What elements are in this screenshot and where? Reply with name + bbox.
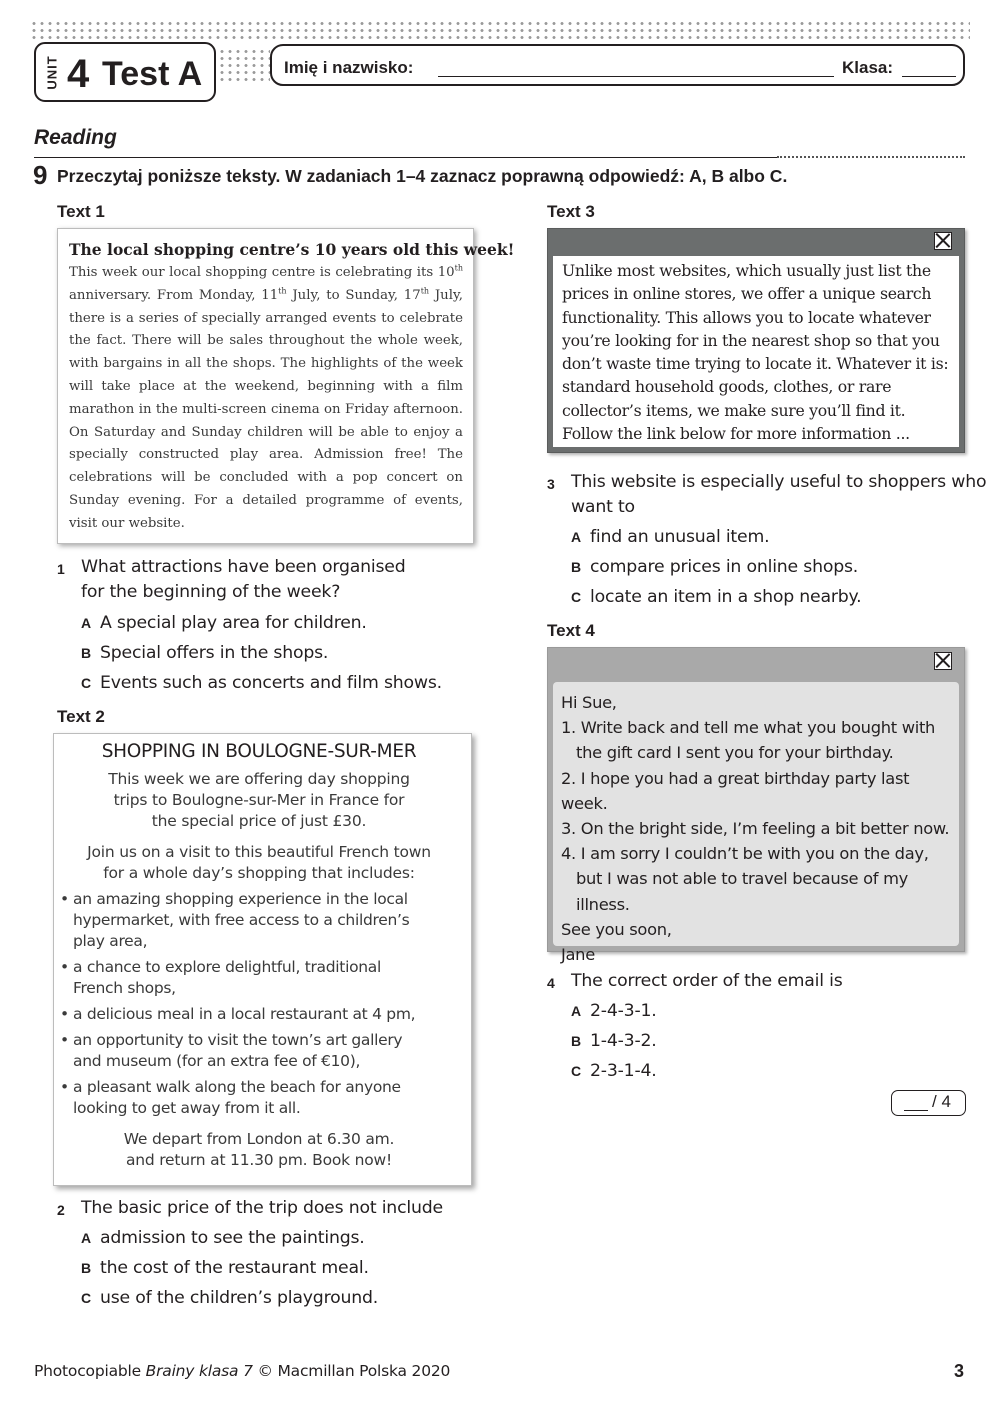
question-2 [57,1196,477,1311]
text4-body [553,682,959,965]
text2-join: Join us on a visit to this beautiful French town for a whole day’s shopping that includes: [87,843,431,882]
question-text: This website is especially useful to shoppers who [571,472,987,492]
score-box [891,1090,966,1116]
unit-number: 4 [67,52,90,96]
option-c[interactable]: C locate an item in a shop nearby. [571,587,862,607]
question-number: 1 [57,561,65,577]
option-c[interactable]: C Events such as concerts and film shows. [81,673,442,693]
class-label: Klasa: [842,58,894,77]
unit-label: UNIT [44,55,60,90]
text4-label: Text 4 [547,621,595,640]
unit-badge [34,42,216,102]
section-divider-dotted [777,156,965,158]
name-label: Imię i nazwisko: [284,58,414,77]
class-field[interactable] [902,76,956,77]
question-number: 2 [57,1202,65,1218]
question-text-cont: want to [571,497,635,517]
text3-window [547,228,965,453]
task-number: 9 [33,160,48,190]
email-signature: Jane [561,945,595,965]
text2-bullet-list [60,889,460,1124]
option-a[interactable]: A 2-4-3-1. [571,1001,657,1021]
email-line-1: 1. Write back and tell me what you bought with [561,718,936,738]
test-title: Test A [102,55,203,93]
student-info-box [270,44,965,86]
text1-box [57,228,515,544]
email-line-4-cont2: illness. [576,894,630,914]
section-title: Reading [34,126,117,149]
page-number: 3 [954,1361,965,1381]
list-item: • an amazing shopping experience in the local hypermarket, with free access to a children’s play area, [60,889,460,952]
question-text: The basic price of the trip does not include [81,1198,443,1218]
text3-body: Unlike most websites, which usually just list the prices in online stores, we offer a unique search functionality. This allows you to locate whatever you’re looking for in the nearest shop so that you don’t waste time trying to locate it. Whatever it is: standard household goods, clothes, or rare collector’s items, we make sure you’ll find it. Follow the link below for more information ... [553,256,959,447]
question-text-cont: for the beginning of the week? [81,582,341,602]
email-greeting: Hi Sue, [561,693,617,712]
question-number: 4 [547,975,555,991]
close-icon[interactable] [934,652,952,670]
close-icon[interactable] [934,232,952,250]
list-item: • a chance to explore delightful, traditional French shops, [60,957,460,999]
footer-copyright: Photocopiable Brainy klasa 7 © Macmillan Polska 2020 [34,1362,451,1380]
option-a[interactable]: A find an unusual item. [571,527,770,547]
text2-label: Text 2 [57,707,105,726]
question-text: The correct order of the email is [571,971,843,991]
question-4 [547,969,967,1084]
option-b[interactable]: B compare prices in online shops. [571,557,859,577]
text2-box [53,733,472,1186]
task-instruction: Przeczytaj poniższe teksty. W zadaniach 1–4 zaznacz poprawną odpowiedź: A, B albo C. [57,166,788,186]
question-number: 3 [547,476,555,492]
email-signoff: See you soon, [561,919,672,939]
text2-closing: We depart from London at 6.30 am. and return at 11.30 pm. Book now! [123,1130,395,1169]
text3-label: Text 3 [547,202,595,221]
option-b[interactable]: B 1-4-3-2. [571,1031,657,1051]
email-line-1-cont: the gift card I sent you for your birthday. [576,743,894,763]
option-c[interactable]: C 2-3-1-4. [571,1061,657,1081]
header-dot-pattern [30,20,970,42]
list-item: • an opportunity to visit the town’s art gallery and museum (for an extra fee of €10), [60,1030,460,1072]
name-field[interactable] [438,76,834,77]
text4-window [547,647,965,965]
section-divider [34,157,777,158]
score-total: / 4 [932,1092,951,1111]
text1-label: Text 1 [57,202,105,221]
score-field[interactable] [904,1110,928,1111]
email-line-4-cont: but I was not able to travel because of my [576,869,908,889]
question-text: What attractions have been organised [81,557,406,577]
email-line-4: 4. I am sorry I couldn’t be with you on the day, [561,844,929,864]
text2-intro: This week we are offering day shopping trips to Boulogne-sur-Mer in France for the special price of just £30. [108,770,410,830]
question-1 [57,555,477,695]
option-b[interactable]: B Special offers in the shops. [81,643,329,663]
header-dot-pattern-small [218,48,270,82]
email-line-2: 2. I hope you had a great birthday party last week. [561,768,910,813]
list-item: • a pleasant walk along the beach for anyone looking to get away from it all. [60,1077,460,1119]
text2-title: SHOPPING IN BOULOGNE-SUR-MER [101,741,417,762]
text1-body: This week our local shopping centre is celebrating its 10th anniversary. From Monday, 11th July, to Sunday, 17th July, there is a series of specially arranged events to celebrate the fact. There will be sales throughout the whole week, with bargains in all the shops. The highlights of the week will take place at the weekend, beginning with a film marathon in the multi-screen cinema on Friday afternoon. On Saturday and Sunday children will be able to enjoy a specially constructed play area. Admission free! The celebrations will be concluded with a pop concert on Sunday evening. For a detailed programme of events, visit our website. [69,263,463,531]
option-c[interactable]: C use of the children’s playground. [81,1288,379,1308]
email-line-3: 3. On the bright side, I’m feeling a bit better now. [561,819,950,839]
list-item: • a delicious meal in a local restaurant at 4 pm, [60,1004,460,1025]
question-3 [547,470,987,610]
text1-title: The local shopping centre’s 10 years old this week! [69,240,515,259]
option-a[interactable]: A A special play area for children. [81,613,367,633]
option-a[interactable]: A admission to see the paintings. [81,1228,365,1248]
option-b[interactable]: B the cost of the restaurant meal. [81,1258,369,1278]
